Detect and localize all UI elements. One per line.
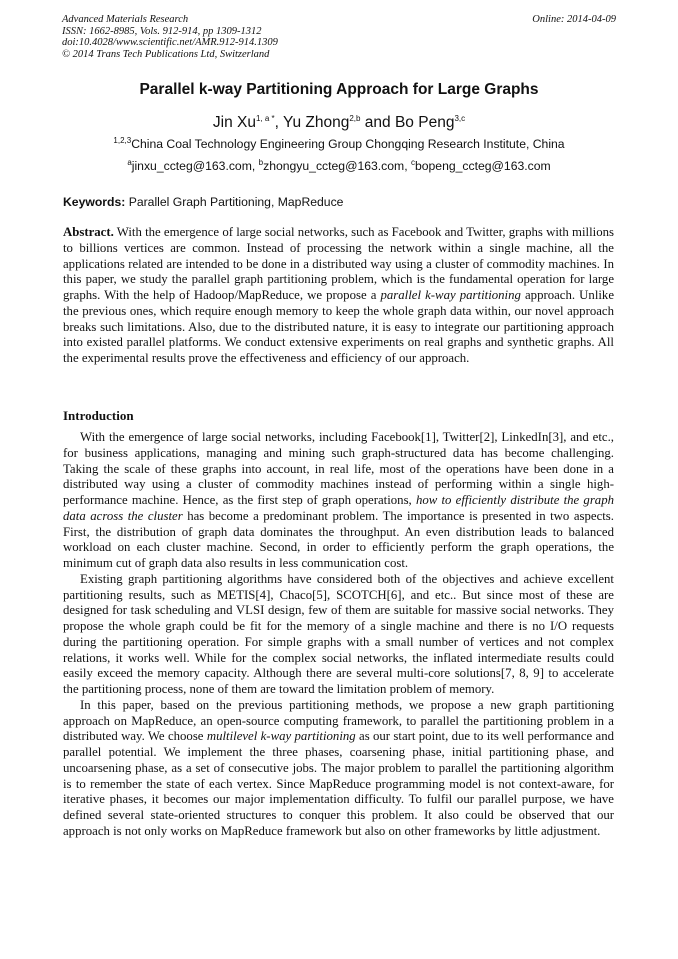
author-separator: , [274,114,283,131]
email-sup: b [258,157,264,167]
email-address: zhongyu_ccteg@163.com, [263,159,411,173]
affiliation [0,137,678,151]
paragraph-text: In this paper, based on the previous partitioning methods, we propose a new graph partitioning approach on MapReduce, an open-source computing framework, to parallel the partitioning problem in a distributed way. We choose [63,697,614,744]
section-heading-introduction: Introduction [63,408,134,423]
author-name: Jin Xu [212,114,256,131]
affiliation-text: China Coal Technology Engineering Group Chongqing Research Institute, China [131,137,565,151]
keywords-text: Parallel Graph Partitioning, MapReduce [125,195,344,209]
doi-line: doi:10.4028/www.scientific.net/AMR.912-914.1309 [62,37,278,48]
paragraph-text: as our start point, due to its well performance and parallel potential. We implement the three phases, coarsening phase, initial partitioning phase, and uncoarsening phase, as a set of consecutive jobs. The major problem to parallel the partitioning algorithm is to remember the state of each vertex. Since MapReduce programming model is not context-aware, for iterative phases, it becomes our major implementation difficulty. To fulfil our parallel purpose, we have defined several state-oriented structures to conquer this problem. It also could be observed that our approach is not only works on MapReduce framework but also on other frameworks by little adjustment. [63,729,614,838]
abstract-emphasis: parallel k-way partitioning [380,288,521,302]
paragraph-text: With the emergence of large social networks, including Facebook[1], Twitter[2], LinkedIn[3], and etc., for business applications, managing and mining such graph-structured data has become challenging. Taking the scale of these graphs into account, in real life, most of the operations have been done in a distributed way using a cluster of commodity machines instead of performing within a single high-performance machine. Hence, as the first step of graph operations, [63,430,614,507]
introduction-body [63,430,614,840]
email-address: jinxu_ccteg@163.com, [131,159,259,173]
online-date: Online: 2014-04-09 [532,14,616,25]
author-affil-sup: 2,b [349,113,361,123]
paragraph-emphasis: how to efficiently distribute the graph data across the cluster [63,493,614,523]
copyright-line: © 2014 Trans Tech Publications Ltd, Switzerland [62,48,270,60]
paragraph: Existing graph partitioning algorithms have considered both of the objectives and achieve excellent partitioning results, such as METIS[4], Chaco[5], SCOTCH[6], and etc.. But since most of these are designed for task scheduling and VLSI design, few of them are suitable for massive social networks. They propose the whole graph could be fit for the memory of a single machine and there is no I/O requests during the partitioning operation. For simple graphs with a small number of vertices and not complex relations, it works well. While for the complex social networks, the inflated intermediate results could easily exceed the memory capacity. Although there are several multi-core solutions[7, 8, 9] to accelerate the partitioning process, none of them are toward the limitation problem of memory. [63,571,614,696]
issn-line: ISSN: 1662-8985, Vols. 912-914, pp 1309-1312 [62,25,262,37]
author-name: Yu Zhong [283,114,350,131]
email-address: bopeng_ccteg@163.com [414,159,551,173]
keywords [63,195,623,209]
author-name: Bo Peng [394,114,455,131]
paragraph [63,698,614,840]
affiliation-sup: 1,2,3 [113,135,132,145]
paragraph-emphasis: multilevel k-way partitioning [206,729,356,744]
journal-header [62,14,620,60]
email-sup: c [410,157,415,167]
paper-title: Parallel k-way Partitioning Approach for Large Graphs [139,81,539,98]
email-sup: a [127,157,132,167]
author-affil-sup: 3,c [454,113,466,123]
abstract [63,225,614,367]
paragraph [63,430,614,572]
author-line [0,114,678,132]
keywords-label: Keywords: [63,195,126,209]
journal-name: Advanced Materials Research [62,14,189,25]
abstract-label: Abstract. [63,225,114,239]
abstract-text: approach. Unlike the previous ones, which require enough memory to keep the whole graph data within, our novel approach breaks such limitations. Also, due to the distributed nature, it is easy to integrate our partitioning approach into existed parallel platforms. We conduct extensive experiments on real graphs and synthetic graphs. All the experimental results prove the effectiveness and efficiency of our approach. [63,288,615,365]
author-separator: and [360,114,395,131]
author-affil-sup: 1, a * [255,113,275,123]
paragraph-text: has become a predominant problem. The importance is presented in two aspects. First, the distribution of graph data dominates the throughput. An even distribution leads to balanced workload on each cluster machine. Second, in order to efficiently perform the graph operations, the minimum cut of graph data also results in less communication cost. [63,508,614,570]
author-emails [0,159,678,173]
abstract-text: With the emergence of large social networks, such as Facebook and Twitter, graphs with millions to billions vertices are common. Instead of processing the network within a single machine, all the applications related are intended to be done in a distributed way using a cluster of commodity machines. In this paper, we study the parallel graph partitioning problem, which is the fundamental operation for large graphs. With the help of Hadoop/MapReduce, we propose a [63,225,614,302]
